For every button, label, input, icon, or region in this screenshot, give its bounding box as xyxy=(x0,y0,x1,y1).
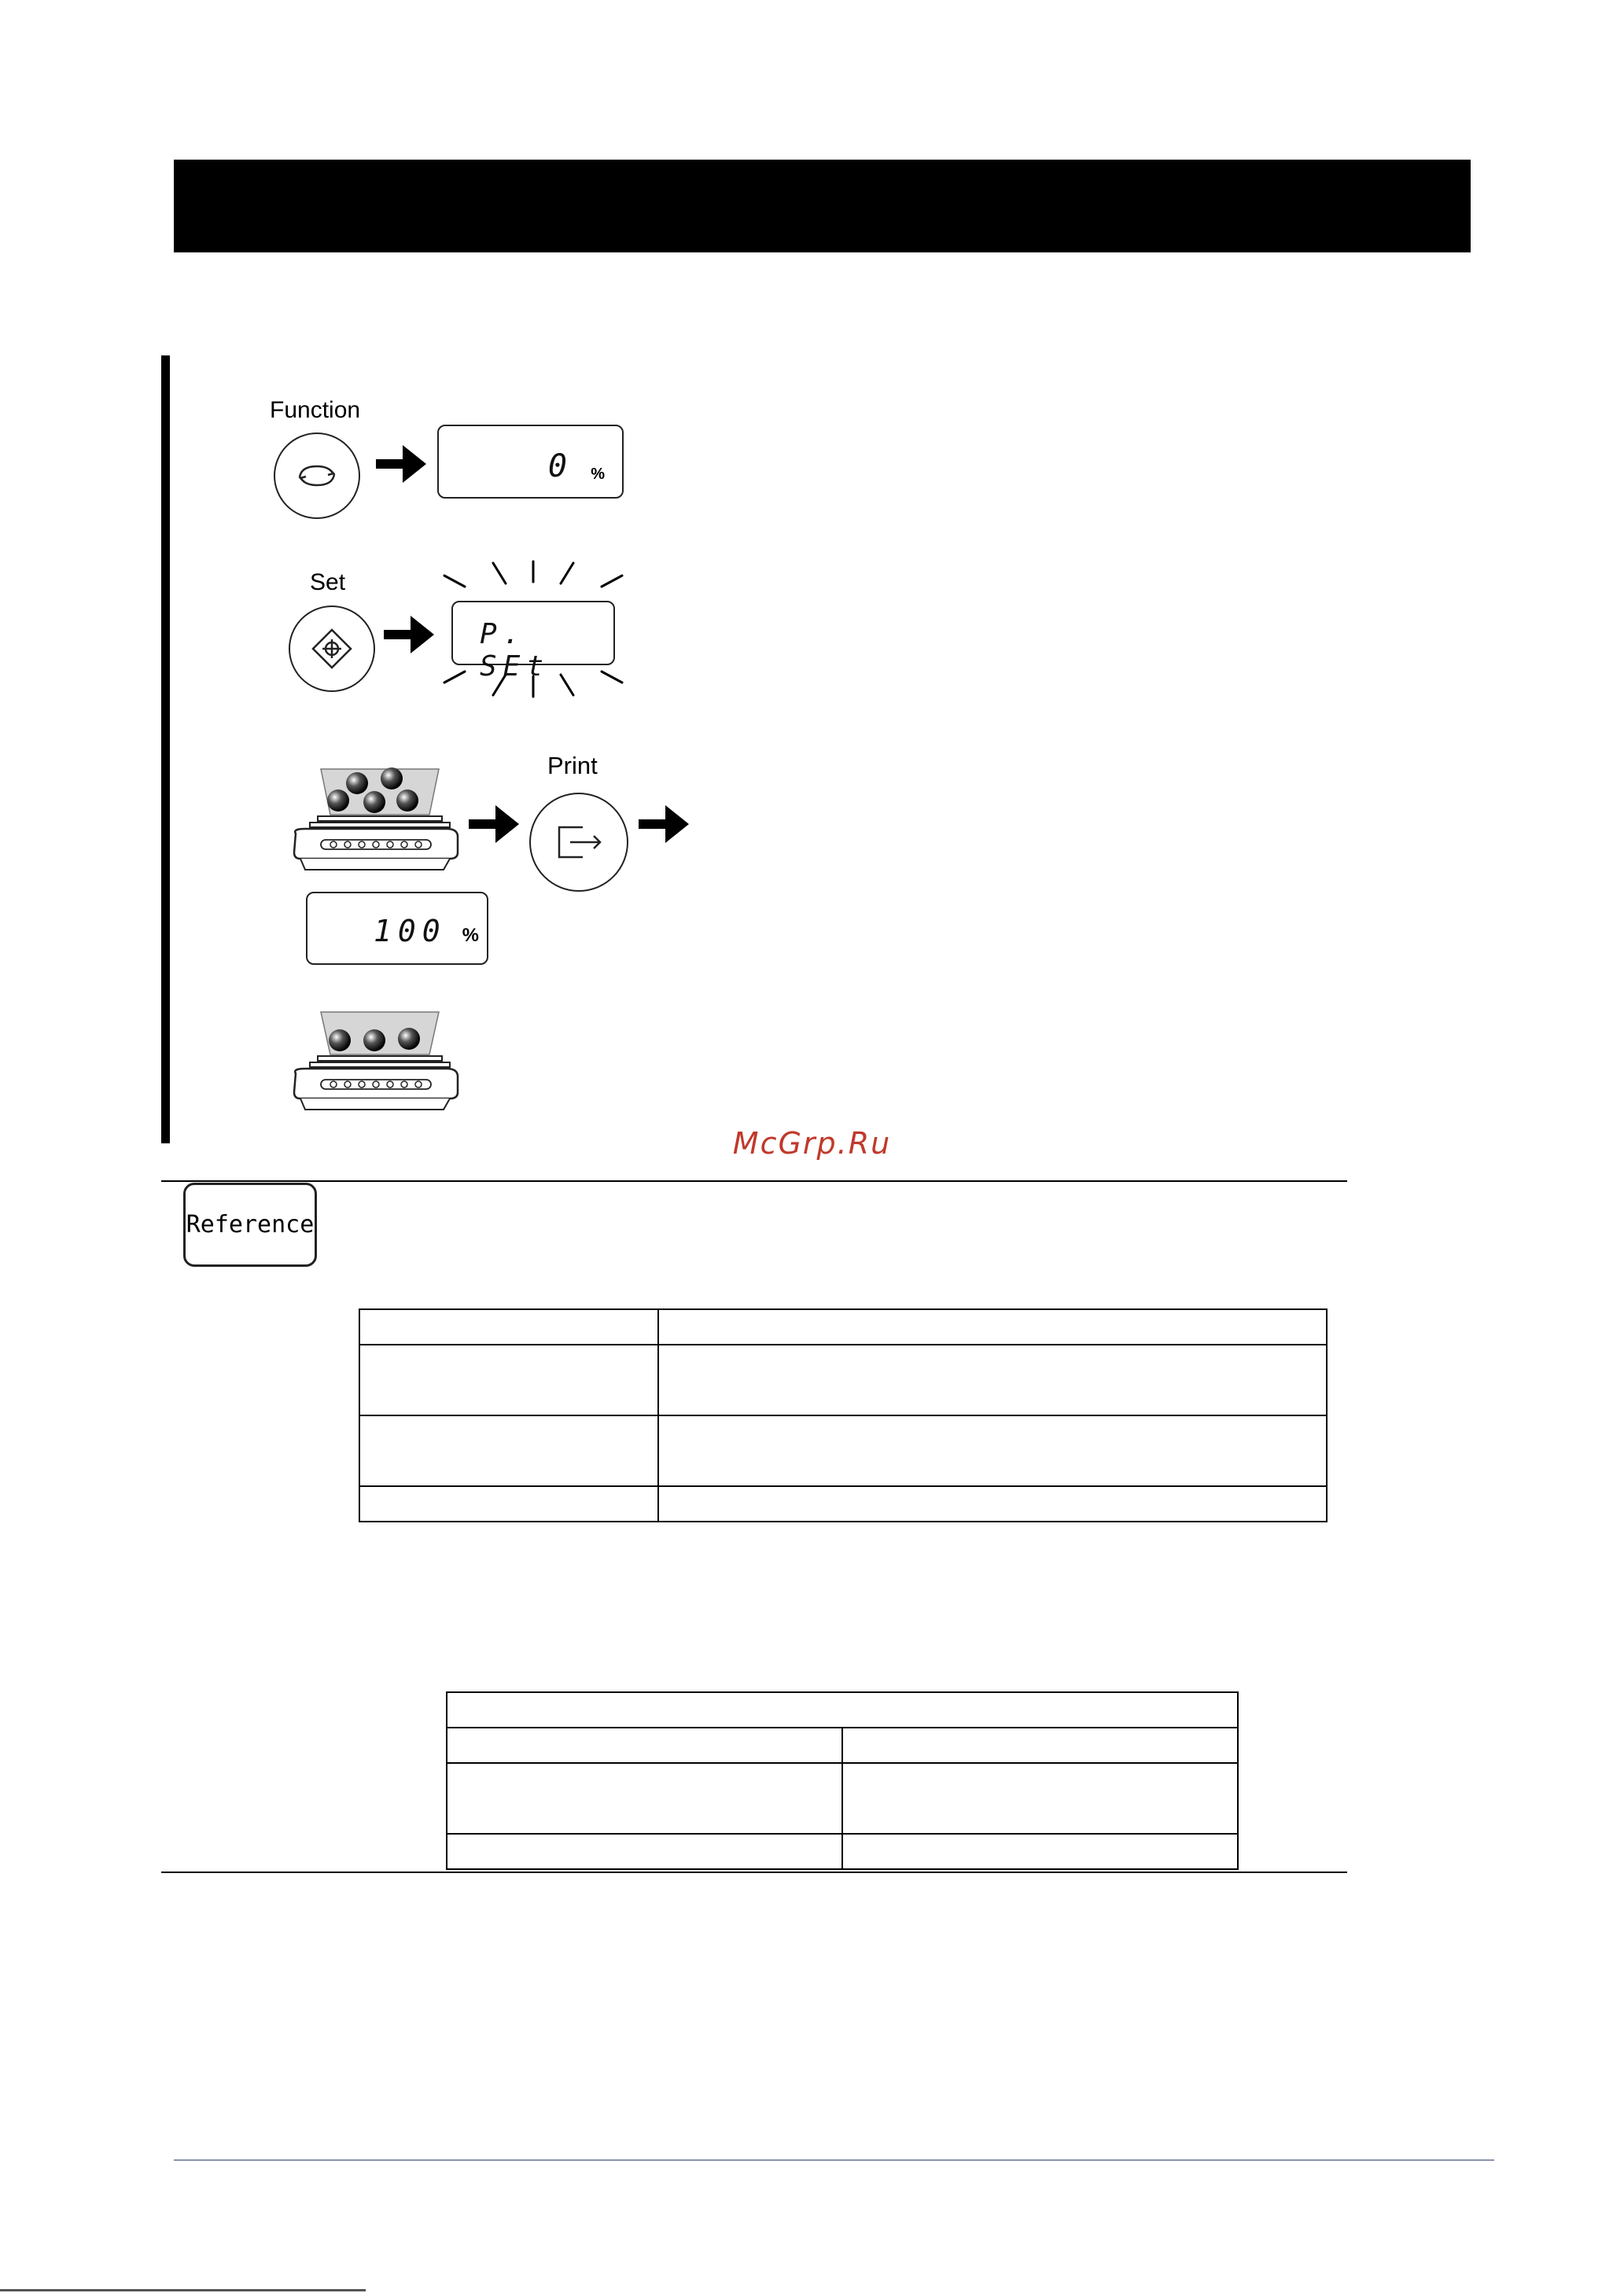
arrow-right-icon xyxy=(467,801,522,848)
table-cell xyxy=(447,1728,842,1763)
table-cell xyxy=(359,1345,658,1415)
table-header-row xyxy=(447,1692,1238,1728)
set-button[interactable] xyxy=(289,605,375,692)
table-cell xyxy=(359,1309,658,1345)
watermark-text: McGrp.Ru xyxy=(732,1126,892,1161)
table-cell xyxy=(359,1486,658,1522)
table-row xyxy=(359,1486,1327,1522)
table-cell xyxy=(658,1309,1327,1345)
table-row xyxy=(447,1728,1238,1763)
display-reference xyxy=(306,892,488,965)
balance-with-five-samples-icon xyxy=(289,761,461,883)
table-cell xyxy=(842,1834,1238,1869)
bottom-mark xyxy=(0,2289,366,2291)
function-label: Function xyxy=(270,397,361,423)
table-cell xyxy=(658,1345,1327,1415)
reference-table-1 xyxy=(359,1308,1328,1522)
display-preset xyxy=(451,601,615,683)
cycle-icon xyxy=(293,460,341,491)
table-header xyxy=(447,1692,1238,1728)
table-row xyxy=(447,1763,1238,1834)
display-unit: % xyxy=(462,925,479,946)
arrow-right-icon xyxy=(382,611,437,658)
section-rule xyxy=(161,355,170,1143)
arrow-right-icon xyxy=(374,440,429,488)
table-cell xyxy=(359,1415,658,1486)
table-row xyxy=(447,1834,1238,1869)
set-label: Set xyxy=(310,569,346,595)
reference-badge: Reference xyxy=(183,1183,317,1267)
target-diamond-icon xyxy=(308,625,355,672)
footer-rule xyxy=(174,2159,1494,2161)
divider xyxy=(161,1872,1347,1873)
output-arrow-icon xyxy=(551,823,606,862)
print-button[interactable] xyxy=(529,793,628,892)
display-unit: % xyxy=(591,466,605,483)
table-cell xyxy=(842,1763,1238,1834)
table-row xyxy=(359,1309,1327,1345)
table-cell xyxy=(658,1415,1327,1486)
display-function xyxy=(437,425,624,499)
table-cell xyxy=(447,1763,842,1834)
table-cell xyxy=(447,1834,842,1869)
display-value: 100 xyxy=(374,914,447,948)
display-value: 0 xyxy=(547,448,573,484)
print-label: Print xyxy=(547,752,598,779)
divider xyxy=(161,1180,1347,1182)
balance-with-three-samples-icon xyxy=(289,1009,461,1127)
table-row xyxy=(359,1415,1327,1486)
table-cell xyxy=(842,1728,1238,1763)
function-button[interactable] xyxy=(274,432,360,519)
reference-table-2 xyxy=(446,1691,1239,1870)
title-bar xyxy=(174,160,1471,252)
display-value: P. SEt xyxy=(480,618,551,683)
table-cell xyxy=(658,1486,1327,1522)
table-row xyxy=(359,1345,1327,1415)
arrow-right-icon xyxy=(637,801,692,848)
